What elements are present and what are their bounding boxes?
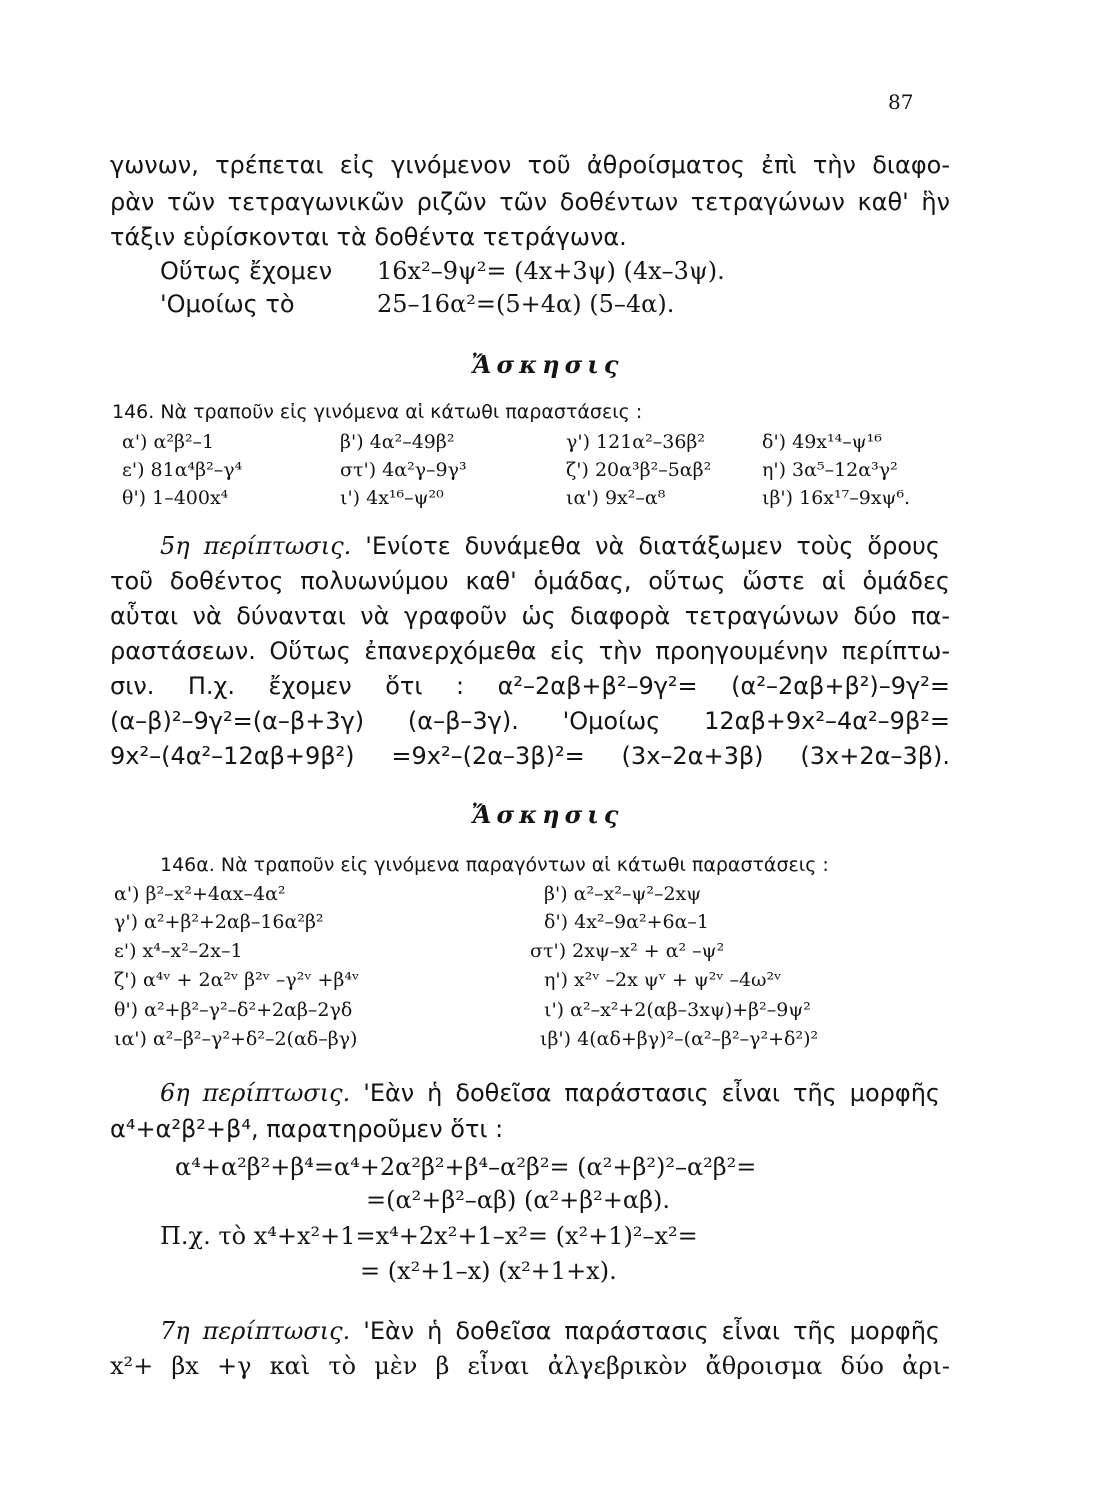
text-line: αὗται νὰ δύνανται νὰ γραφοῦν ὡς διαφορὰ τετραγώνων δύο πα- [110, 602, 950, 630]
equation: 16x²–9ψ²= (4x+3ψ) (4x–3ψ). [377, 257, 725, 285]
exercise-item: α') α²β²–1 [122, 431, 215, 453]
exercise-item: δ') 49x¹⁴–ψ¹⁶ [762, 431, 882, 453]
case-title: 7η περίπτωσις. [160, 1317, 351, 1345]
exercise-item: ε') x⁴–x²–2x–1 [114, 940, 243, 962]
exercise-item: ια') 9x²–α⁸ [566, 487, 666, 509]
equation-line [160, 257, 1000, 285]
equation-line: Π.χ. τὸ x⁴+x²+1=x⁴+2x²+1–x²= (x²+1)²–x²= [160, 1222, 698, 1250]
text-line: σιν. Π.χ. ἔχομεν ὅτι : α²–2αβ+β²–9γ²= (α²–2αβ+β²)–9γ²= [110, 672, 950, 700]
case-title: 6η περίπτωσις. [160, 1079, 351, 1107]
exercise-item: β') α²–x²–ψ²–2xψ [544, 883, 702, 905]
text-line: ρὰν τῶν τετραγωνικῶν ριζῶν τῶν δοθέντων τετραγώνων καθ' ἣν [110, 188, 950, 216]
text-line: τάξιν εὑρίσκονται τὰ δοθέντα τετράγωνα. [110, 223, 627, 251]
exercise-item: η') 3α⁵–12α³γ² [762, 459, 898, 481]
page-number: 87 [888, 90, 914, 114]
text-line: τοῦ δοθέντος πολυωνύμου καθ' ὁμάδας, οὕτως ὥστε αἱ ὁμάδες [110, 567, 950, 595]
exercise-item: δ') 4x²–9α²+6α–1 [544, 911, 709, 933]
exercise-item: ια') α²–β²–γ²+δ²–2(αδ–βγ) [114, 1028, 358, 1050]
exercise-item: ζ') 20α³β²–5αβ² [566, 459, 712, 481]
exercise-item: θ') α²+β²–γ²–δ²+2αβ–2γδ [114, 999, 353, 1021]
exercise-item: ι') α²–x²+2(αβ–3xψ)+β²–9ψ² [544, 999, 811, 1021]
exercise-item: ε') 81α⁴β²–γ⁴ [122, 459, 243, 481]
text-line [160, 1079, 940, 1107]
section-heading: Ἄσκησις [471, 800, 624, 829]
exercise-item: α') β²–x²+4αx–4α² [114, 883, 286, 905]
text-line: (α–β)²–9γ²=(α–β+3γ) (α–β–3γ). 'Ομοίως 12αβ+9x²–4α²–9β²= [110, 707, 950, 735]
exercise-item: στ') 4α²γ–9γ³ [340, 459, 467, 481]
exercise-item: θ') 1–400x⁴ [122, 487, 229, 509]
text-line: α⁴+α²β²+β⁴, παρατηροῦμεν ὅτι : [110, 1115, 504, 1143]
case-title: 5η περίπτωσις. [160, 532, 352, 560]
exercise-item: ζ') α⁴ᵛ + 2α²ᵛ β²ᵛ –γ²ᵛ +β⁴ᵛ [114, 969, 360, 991]
case-text: 'Εὰν ἡ δοθεῖσα παράστασις εἶναι τῆς μορφῆς [363, 1079, 941, 1107]
case-text: 'Ενίοτε δυνάμεθα νὰ διατάξωμεν τοὺς ὅρους [365, 532, 940, 560]
text-line [160, 1317, 940, 1345]
equation: 25–16α²=(5+4α) (5–4α). [377, 290, 675, 318]
equation-line: α⁴+α²β²+β⁴=α⁴+2α²β²+β⁴–α²β²= (α²+β²)²–α²β²= [175, 1153, 757, 1181]
exercise-item: ιβ') 4(αδ+βγ)²–(α²–β²–γ²+δ²)² [540, 1028, 819, 1050]
equation-line: =(α²+β²–αβ) (α²+β²+αβ). [366, 1186, 670, 1214]
equation-label: 'Ομοίως τὸ [160, 290, 295, 318]
exercise-item: ι') 4x¹⁶–ψ²⁰ [340, 487, 444, 509]
section-heading: Ἄσκησις [471, 350, 624, 379]
text-line: x²+ βx +γ καὶ τὸ μὲν β εἶναι ἀλγεβρικὸν ἄθροισμα δύο ἀρι- [110, 1352, 950, 1380]
exercise-intro: 146α. Νὰ τραποῦν εἰς γινόμενα παραγόντων αἱ κάτωθι παραστάσεις : [160, 854, 829, 876]
equation-line [160, 290, 1000, 318]
exercise-item: στ') 2xψ–x² + α² –ψ² [530, 940, 725, 962]
text-line [160, 532, 940, 560]
text-line: 9x²–(4α²–12αβ+9β²) =9x²–(2α–3β)²= (3x–2α+3β) (3x+2α–3β). [110, 742, 950, 770]
exercise-item: β') 4α²–49β² [340, 431, 455, 453]
exercise-intro: 146. Νὰ τραποῦν εἰς γινόμενα αἱ κάτωθι παραστάσεις : [112, 401, 643, 423]
text-line: ραστάσεων. Οὕτως ἐπανερχόμεθα εἰς τὴν προηγουμένην περίπτω- [110, 637, 950, 665]
case-text: 'Εὰν ἡ δοθεῖσα παράστασις εἶναι τῆς μορφῆς [363, 1317, 941, 1345]
exercise-item: γ') α²+β²+2αβ–16α²β² [114, 911, 324, 933]
exercise-item: ιβ') 16x¹⁷–9xψ⁶. [762, 487, 911, 509]
equation-label: Οὕτως ἔχομεν [160, 257, 333, 285]
text-line: γωνων, τρέπεται εἰς γινόμενον τοῦ ἀθροίσματος ἐπὶ τὴν διαφο- [110, 151, 950, 179]
exercise-item: γ') 121α²–36β² [566, 431, 706, 453]
exercise-item: η') x²ᵛ –2x ψᵛ + ψ²ᵛ –4ω²ᵛ [544, 969, 782, 991]
equation-line: = (x²+1–x) (x²+1+x). [360, 1257, 617, 1285]
